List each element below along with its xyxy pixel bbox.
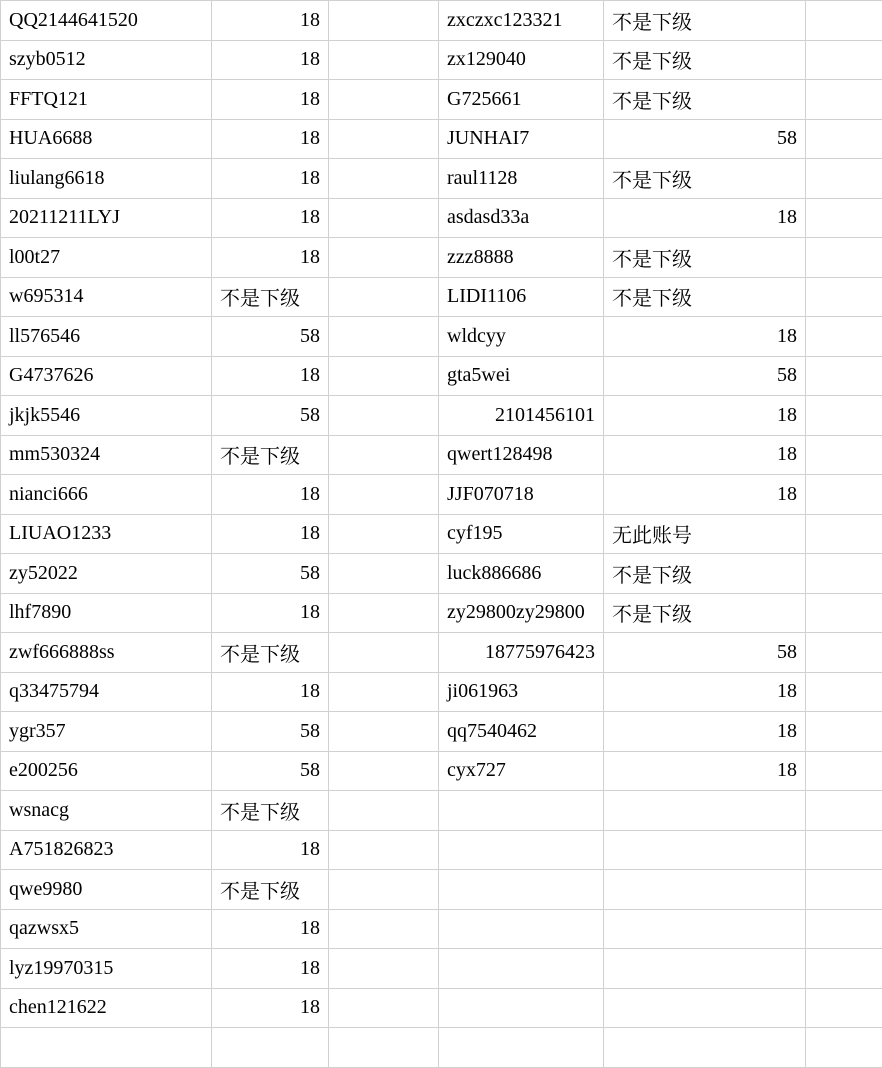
cell-value-left[interactable]: 不是下级 <box>212 633 329 673</box>
table-row[interactable] <box>1 672 882 712</box>
cell-spacer[interactable] <box>329 317 439 357</box>
cell-account-right[interactable]: cyx727 <box>439 751 604 791</box>
cell-value-right[interactable]: 18 <box>604 435 806 475</box>
cell-value-right[interactable] <box>604 1028 806 1068</box>
cell-account-left[interactable]: jkjk5546 <box>1 396 212 436</box>
table-row[interactable] <box>1 435 882 475</box>
table-row[interactable] <box>1 40 882 80</box>
cell-account-right[interactable] <box>439 791 604 831</box>
cell-trailing[interactable] <box>806 317 882 357</box>
cell-account-left[interactable]: FFTQ121 <box>1 80 212 120</box>
cell-spacer[interactable] <box>329 593 439 633</box>
cell-account-left[interactable]: QQ2144641520 <box>1 1 212 41</box>
cell-value-right[interactable]: 58 <box>604 356 806 396</box>
cell-value-left[interactable]: 18 <box>212 949 329 989</box>
table-row[interactable] <box>1 119 882 159</box>
table-row[interactable] <box>1 712 882 752</box>
cell-account-right[interactable] <box>439 909 604 949</box>
cell-spacer[interactable] <box>329 1028 439 1068</box>
cell-value-left[interactable]: 58 <box>212 554 329 594</box>
cell-account-left[interactable]: wsnacg <box>1 791 212 831</box>
cell-account-right[interactable]: G725661 <box>439 80 604 120</box>
cell-account-right[interactable] <box>439 949 604 989</box>
cell-trailing[interactable] <box>806 277 882 317</box>
cell-account-left[interactable]: ll576546 <box>1 317 212 357</box>
spreadsheet-body <box>1 1 882 1068</box>
cell-spacer[interactable] <box>329 554 439 594</box>
table-row[interactable] <box>1 909 882 949</box>
cell-account-left[interactable]: 20211211LYJ <box>1 198 212 238</box>
cell-value-left[interactable]: 不是下级 <box>212 277 329 317</box>
cell-account-left[interactable]: nianci666 <box>1 475 212 515</box>
cell-account-right[interactable]: JJF070718 <box>439 475 604 515</box>
cell-account-left[interactable]: ygr357 <box>1 712 212 752</box>
cell-account-right[interactable]: qwert128498 <box>439 435 604 475</box>
table-row[interactable] <box>1 159 882 199</box>
cell-account-left[interactable] <box>1 1028 212 1068</box>
cell-value-right[interactable]: 不是下级 <box>604 593 806 633</box>
cell-spacer[interactable] <box>329 396 439 436</box>
table-row[interactable] <box>1 751 882 791</box>
cell-spacer[interactable] <box>329 830 439 870</box>
table-row[interactable] <box>1 593 882 633</box>
cell-value-right[interactable]: 58 <box>604 633 806 673</box>
cell-trailing[interactable] <box>806 356 882 396</box>
cell-account-right[interactable] <box>439 1028 604 1068</box>
cell-account-left[interactable]: lyz19970315 <box>1 949 212 989</box>
cell-trailing[interactable] <box>806 633 882 673</box>
cell-value-left[interactable]: 不是下级 <box>212 791 329 831</box>
table-row[interactable] <box>1 475 882 515</box>
cell-account-left[interactable]: qazwsx5 <box>1 909 212 949</box>
cell-trailing[interactable] <box>806 435 882 475</box>
cell-account-left[interactable]: mm530324 <box>1 435 212 475</box>
cell-spacer[interactable] <box>329 198 439 238</box>
cell-trailing[interactable] <box>806 870 882 910</box>
cell-value-right[interactable] <box>604 791 806 831</box>
cell-account-left[interactable]: zwf666888ss <box>1 633 212 673</box>
table-row[interactable] <box>1 238 882 278</box>
cell-spacer[interactable] <box>329 119 439 159</box>
cell-account-left[interactable]: lhf7890 <box>1 593 212 633</box>
cell-trailing[interactable] <box>806 1 882 41</box>
cell-value-right[interactable]: 不是下级 <box>604 238 806 278</box>
cell-trailing[interactable] <box>806 672 882 712</box>
table-row[interactable] <box>1 277 882 317</box>
cell-value-right[interactable] <box>604 949 806 989</box>
cell-spacer[interactable] <box>329 751 439 791</box>
cell-account-left[interactable]: qwe9980 <box>1 870 212 910</box>
cell-value-left[interactable]: 不是下级 <box>212 435 329 475</box>
cell-spacer[interactable] <box>329 672 439 712</box>
cell-value-right[interactable]: 不是下级 <box>604 277 806 317</box>
cell-account-left[interactable]: q33475794 <box>1 672 212 712</box>
table-row[interactable] <box>1 949 882 989</box>
cell-trailing[interactable] <box>806 514 882 554</box>
cell-account-right[interactable]: cyf195 <box>439 514 604 554</box>
cell-value-right[interactable]: 18 <box>604 198 806 238</box>
cell-trailing[interactable] <box>806 119 882 159</box>
cell-account-left[interactable]: G4737626 <box>1 356 212 396</box>
cell-spacer[interactable] <box>329 949 439 989</box>
cell-trailing[interactable] <box>806 1028 882 1068</box>
cell-value-right[interactable]: 不是下级 <box>604 1 806 41</box>
cell-spacer[interactable] <box>329 633 439 673</box>
cell-value-left[interactable]: 18 <box>212 593 329 633</box>
cell-account-right[interactable]: zy29800zy29800 <box>439 593 604 633</box>
table-row[interactable] <box>1 830 882 870</box>
cell-value-left[interactable]: 18 <box>212 475 329 515</box>
cell-value-right[interactable]: 18 <box>604 317 806 357</box>
cell-value-left[interactable]: 18 <box>212 1 329 41</box>
cell-account-left[interactable]: chen121622 <box>1 988 212 1028</box>
cell-value-left[interactable]: 18 <box>212 80 329 120</box>
cell-account-right[interactable]: zx129040 <box>439 40 604 80</box>
table-row[interactable] <box>1 791 882 831</box>
cell-trailing[interactable] <box>806 712 882 752</box>
cell-value-left[interactable]: 58 <box>212 396 329 436</box>
cell-value-left[interactable]: 18 <box>212 198 329 238</box>
cell-trailing[interactable] <box>806 909 882 949</box>
cell-account-left[interactable]: A751826823 <box>1 830 212 870</box>
cell-value-right[interactable]: 18 <box>604 712 806 752</box>
cell-value-right[interactable]: 18 <box>604 475 806 515</box>
cell-value-left[interactable]: 不是下级 <box>212 870 329 910</box>
cell-spacer[interactable] <box>329 791 439 831</box>
cell-account-right[interactable]: asdasd33a <box>439 198 604 238</box>
table-row[interactable] <box>1 317 882 357</box>
cell-value-left[interactable]: 18 <box>212 514 329 554</box>
cell-account-right[interactable] <box>439 830 604 870</box>
cell-value-left[interactable]: 18 <box>212 356 329 396</box>
cell-account-right[interactable]: raul1128 <box>439 159 604 199</box>
cell-value-right[interactable] <box>604 870 806 910</box>
table-row[interactable] <box>1 633 882 673</box>
cell-spacer[interactable] <box>329 40 439 80</box>
cell-spacer[interactable] <box>329 909 439 949</box>
cell-account-left[interactable]: zy52022 <box>1 554 212 594</box>
cell-account-left[interactable]: l00t27 <box>1 238 212 278</box>
cell-account-right[interactable]: wldcyy <box>439 317 604 357</box>
table-row[interactable] <box>1 356 882 396</box>
cell-account-left[interactable]: szyb0512 <box>1 40 212 80</box>
cell-account-right[interactable]: JUNHAI7 <box>439 119 604 159</box>
cell-trailing[interactable] <box>806 830 882 870</box>
cell-spacer[interactable] <box>329 712 439 752</box>
cell-value-right[interactable] <box>604 909 806 949</box>
cell-value-right[interactable]: 不是下级 <box>604 159 806 199</box>
cell-account-left[interactable]: HUA6688 <box>1 119 212 159</box>
cell-account-left[interactable]: w695314 <box>1 277 212 317</box>
cell-trailing[interactable] <box>806 554 882 594</box>
cell-value-left[interactable]: 18 <box>212 159 329 199</box>
cell-value-left[interactable]: 58 <box>212 751 329 791</box>
table-row[interactable] <box>1 198 882 238</box>
cell-trailing[interactable] <box>806 40 882 80</box>
cell-spacer[interactable] <box>329 1 439 41</box>
table-row[interactable] <box>1 396 882 436</box>
cell-trailing[interactable] <box>806 751 882 791</box>
cell-spacer[interactable] <box>329 514 439 554</box>
cell-value-right[interactable]: 不是下级 <box>604 554 806 594</box>
cell-value-left[interactable]: 18 <box>212 40 329 80</box>
table-row[interactable] <box>1 514 882 554</box>
cell-value-left[interactable]: 18 <box>212 119 329 159</box>
cell-account-left[interactable]: liulang6618 <box>1 159 212 199</box>
cell-value-left[interactable]: 18 <box>212 830 329 870</box>
cell-trailing[interactable] <box>806 238 882 278</box>
cell-spacer[interactable] <box>329 435 439 475</box>
cell-spacer[interactable] <box>329 238 439 278</box>
cell-spacer[interactable] <box>329 277 439 317</box>
cell-value-right[interactable]: 18 <box>604 751 806 791</box>
cell-value-right[interactable]: 不是下级 <box>604 40 806 80</box>
cell-value-left[interactable]: 18 <box>212 909 329 949</box>
cell-trailing[interactable] <box>806 198 882 238</box>
cell-spacer[interactable] <box>329 356 439 396</box>
cell-value-left[interactable]: 18 <box>212 988 329 1028</box>
cell-value-right[interactable]: 不是下级 <box>604 80 806 120</box>
cell-account-right[interactable]: 2101456101 <box>439 396 604 436</box>
cell-value-left[interactable]: 58 <box>212 712 329 752</box>
cell-account-right[interactable]: zxczxc123321 <box>439 1 604 41</box>
cell-trailing[interactable] <box>806 791 882 831</box>
cell-value-left[interactable]: 18 <box>212 238 329 278</box>
cell-account-right[interactable]: gta5wei <box>439 356 604 396</box>
cell-value-right[interactable]: 58 <box>604 119 806 159</box>
cell-account-right[interactable]: LIDI1106 <box>439 277 604 317</box>
table-row[interactable] <box>1 870 882 910</box>
table-row[interactable] <box>1 1028 882 1068</box>
cell-account-right[interactable]: zzz8888 <box>439 238 604 278</box>
cell-value-right[interactable]: 18 <box>604 672 806 712</box>
cell-trailing[interactable] <box>806 159 882 199</box>
cell-trailing[interactable] <box>806 396 882 436</box>
cell-trailing[interactable] <box>806 475 882 515</box>
cell-spacer[interactable] <box>329 80 439 120</box>
cell-trailing[interactable] <box>806 949 882 989</box>
cell-account-right[interactable] <box>439 870 604 910</box>
cell-account-left[interactable]: LIUAO1233 <box>1 514 212 554</box>
cell-value-right[interactable] <box>604 830 806 870</box>
cell-account-right[interactable]: luck886686 <box>439 554 604 594</box>
cell-value-right[interactable]: 18 <box>604 396 806 436</box>
table-row[interactable] <box>1 1 882 41</box>
cell-value-right[interactable]: 无此账号 <box>604 514 806 554</box>
cell-value-left[interactable] <box>212 1028 329 1068</box>
cell-account-left[interactable]: e200256 <box>1 751 212 791</box>
cell-value-left[interactable]: 58 <box>212 317 329 357</box>
cell-value-left[interactable]: 18 <box>212 672 329 712</box>
cell-account-right[interactable]: 18775976423 <box>439 633 604 673</box>
cell-account-right[interactable]: qq7540462 <box>439 712 604 752</box>
table-row[interactable] <box>1 554 882 594</box>
cell-account-right[interactable]: ji061963 <box>439 672 604 712</box>
cell-trailing[interactable] <box>806 80 882 120</box>
cell-spacer[interactable] <box>329 475 439 515</box>
cell-spacer[interactable] <box>329 870 439 910</box>
cell-trailing[interactable] <box>806 593 882 633</box>
table-row[interactable] <box>1 80 882 120</box>
cell-spacer[interactable] <box>329 159 439 199</box>
